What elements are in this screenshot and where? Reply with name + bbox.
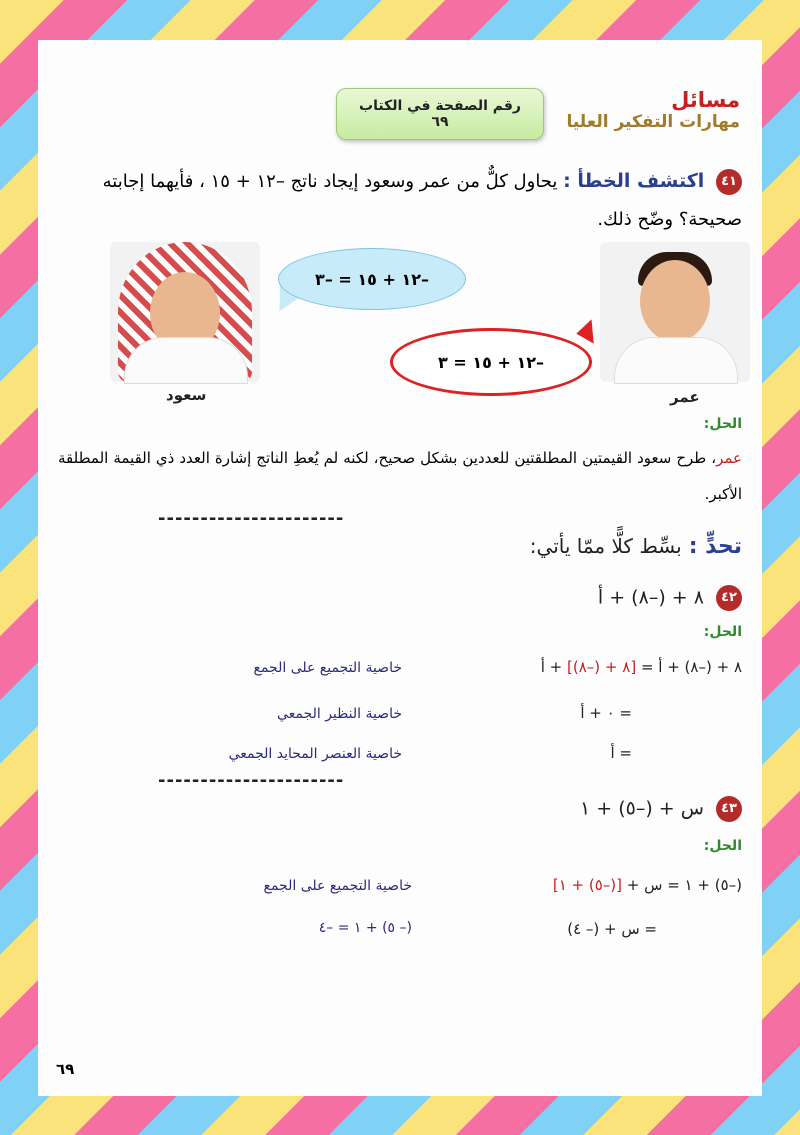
question-text: يحاول كلٌّ من عمر وسعود إيجاد ناتج –١٢ + ١٥ ، فأيهما إجابته صحيحة؟ وضّح ذلك. bbox=[102, 171, 742, 230]
section-title bbox=[566, 88, 740, 132]
book-page-label: رقم الصفحة في الكتاب bbox=[359, 98, 521, 114]
solution-label-43: الحل: bbox=[703, 838, 742, 854]
page-number: ٦٩ bbox=[56, 1060, 75, 1078]
omar-answer: –١٢ + ١٥ = ٣ bbox=[438, 352, 544, 372]
q43-prop-1: خاصية التجميع على الجمع bbox=[263, 878, 412, 894]
answer-text: ، طرح سعود القيمتين المطلقتين للعددين بشكل صحيح، لكنه لم يُعطِ الناتج إشارة العدد ذي القيمة المطلقة الأكبر. bbox=[58, 449, 742, 503]
omar-photo bbox=[600, 242, 750, 382]
q43-step-2: = س + (– ٤) bbox=[567, 920, 657, 938]
solution-label-41: الحل: bbox=[703, 416, 742, 432]
book-page-number: ٦٩ bbox=[431, 114, 449, 130]
question-expression: س + (–٥) + ١ bbox=[579, 797, 704, 820]
question-number-badge: ٤٣ bbox=[716, 796, 742, 822]
question-number-badge: ٤١ bbox=[716, 169, 742, 195]
saud-speech-bubble bbox=[278, 248, 466, 310]
challenge-heading bbox=[530, 534, 742, 559]
q42-prop-1: خاصية التجميع على الجمع bbox=[253, 660, 402, 676]
q42-prop-2: خاصية النظير الجمعي bbox=[277, 706, 402, 722]
divider-1: ---------------------- bbox=[158, 508, 345, 529]
question-number-badge: ٤٢ bbox=[716, 585, 742, 611]
question-43 bbox=[580, 796, 742, 822]
book-page-box bbox=[336, 88, 544, 140]
saud-name: سعود bbox=[166, 386, 207, 404]
page bbox=[38, 40, 762, 1096]
illustration bbox=[110, 238, 760, 410]
divider-2: ---------------------- bbox=[158, 770, 345, 791]
answer-name: عمر bbox=[716, 449, 742, 467]
section-title-text: مسائل bbox=[671, 88, 740, 112]
section-subtitle: مهارات التفكير العليا bbox=[566, 112, 740, 132]
question-label: اكتشف الخطأ : bbox=[563, 170, 705, 192]
question-expression: ٨ + (–٨) + أ bbox=[597, 586, 704, 609]
challenge-label: تحدٍّ : bbox=[688, 534, 742, 559]
q42-step-1: ٨ + (–٨) + أ = [٨ + (–٨)] + أ bbox=[540, 658, 742, 676]
saud-answer: –١٢ + ١٥ = –٣ bbox=[315, 269, 429, 289]
q43-note-2: (– ٥) + ١ = –٤ bbox=[318, 920, 412, 936]
omar-name: عمر bbox=[670, 388, 700, 406]
q43-step-1: (–٥) + ١ = س + [(–٥) + ١] bbox=[552, 876, 742, 894]
challenge-text: بسِّط كلًّا ممّا يأتي: bbox=[529, 534, 682, 558]
answer-41 bbox=[58, 440, 742, 512]
q42-prop-3: خاصية العنصر المحايد الجمعي bbox=[228, 746, 402, 762]
question-42 bbox=[598, 585, 742, 611]
omar-speech-bubble bbox=[390, 328, 592, 396]
question-41 bbox=[82, 162, 742, 239]
saud-photo bbox=[110, 242, 260, 382]
q42-step-3: = أ bbox=[610, 744, 632, 762]
solution-label-42: الحل: bbox=[703, 624, 742, 640]
q42-step-2: = ٠ + أ bbox=[580, 704, 632, 722]
